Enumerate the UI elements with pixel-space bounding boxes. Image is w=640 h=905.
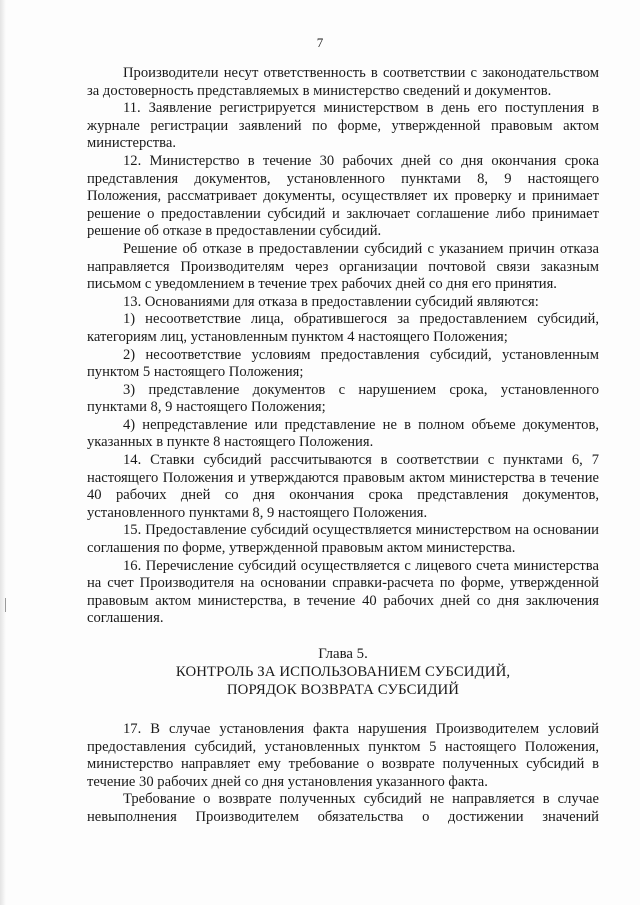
paragraph-13: 13. Основаниями для отказа в предоставлении субсидий являются:	[123, 293, 539, 310]
chapter-title-part2: ПОРЯДОК ВОЗВРАТА СУБСИДИЙ	[226, 682, 460, 698]
paragraph-16: 16. Перечисление субсидий осуществляется с лицевого счета министерства на счет Производителя на основании справки-расчета по форме, утвержденной правовым актом министерства, в течение 40 рабочих дней со дня заключения соглашения.	[87, 557, 599, 627]
paragraph-15: 15. Предоставление субсидий осуществляется министерством на основании соглашения по форме, утвержденной правовым актом министерства.	[87, 522, 599, 557]
chapter-prefix: Глава 5.	[318, 646, 368, 662]
chapter-heading-line1	[87, 645, 599, 681]
paragraph-17: 17. В случае установления факта нарушения Производителем условий предоставления субсидий, установленных пунктом 5 настоящего Положения, министерство направляет ему требование о возврате полученных субсидий в течение 30 рабочих дней со дня установления указанного факта.	[87, 721, 599, 790]
paragraph-11: 11. Заявление регистрируется министерством в день его поступления в журнале регистрации заявлений по форме, утвержденной правовым актом министерства.	[87, 100, 599, 152]
scan-margin-mark	[5, 598, 6, 612]
page-number: 7	[316, 35, 324, 50]
list-item-13-4: 4) непредставление или представление не в полном объеме документов, указанных в пункте 8 настоящего Положения.	[87, 416, 599, 451]
paragraph-12: 12. Министерство в течение 30 рабочих дней со дня окончания срока представления документов, установленного пунктами 8, 9 настоящего Положения, рассматривает документы, осуществляет их проверку и принимает решение о предоставлении субсидий и заключает соглашение либо принимает решение об отказе в предоставлении субсидий.	[87, 152, 599, 240]
paragraph-responsibility: Производители несут ответственность в соответствии с законодательством за достоверность представляемых в министерство сведений и документов.	[87, 65, 599, 99]
list-item-13-3: 3) представление документов с нарушением срока, установленного пунктами 8, 9 настоящего Положения;	[87, 381, 599, 416]
document-body	[87, 65, 599, 827]
scan-edge-shadow	[0, 0, 6, 905]
chapter-title-part1: КОНТРОЛЬ ЗА ИСПОЛЬЗОВАНИЕМ СУБСИДИЙ,	[175, 664, 511, 680]
list-item-13-1: 1) несоответствие лица, обратившегося за предоставлением субсидий, категориям лиц, установленным пунктом 4 настоящего Положения;	[87, 311, 599, 345]
paragraph-14: 14. Ставки субсидий рассчитываются в соответствии с пунктами 6, 7 настоящего Положения и утверждаются правовым актом министерства в течение 40 рабочих дней со дня окончания срока представления документов, установленного пунктами 8, 9 настоящего Положения.	[87, 452, 599, 521]
list-item-13-2: 2) несоответствие условиям предоставления субсидий, установленным пунктом 5 настоящего Положения;	[87, 346, 599, 381]
chapter-heading	[87, 645, 599, 699]
paragraph-refund-exception: Требование о возврате полученных субсидий не направляется в случае невыполнения Производителем обязательства о достижении значений	[87, 791, 599, 825]
paragraph-refusal-notice: Решение об отказе в предоставлении субсидий с указанием причин отказа направляется Производителям через организации почтовой связи заказным письмом с уведомлением в течение трех рабочих дней со дня его принятия.	[87, 240, 599, 293]
